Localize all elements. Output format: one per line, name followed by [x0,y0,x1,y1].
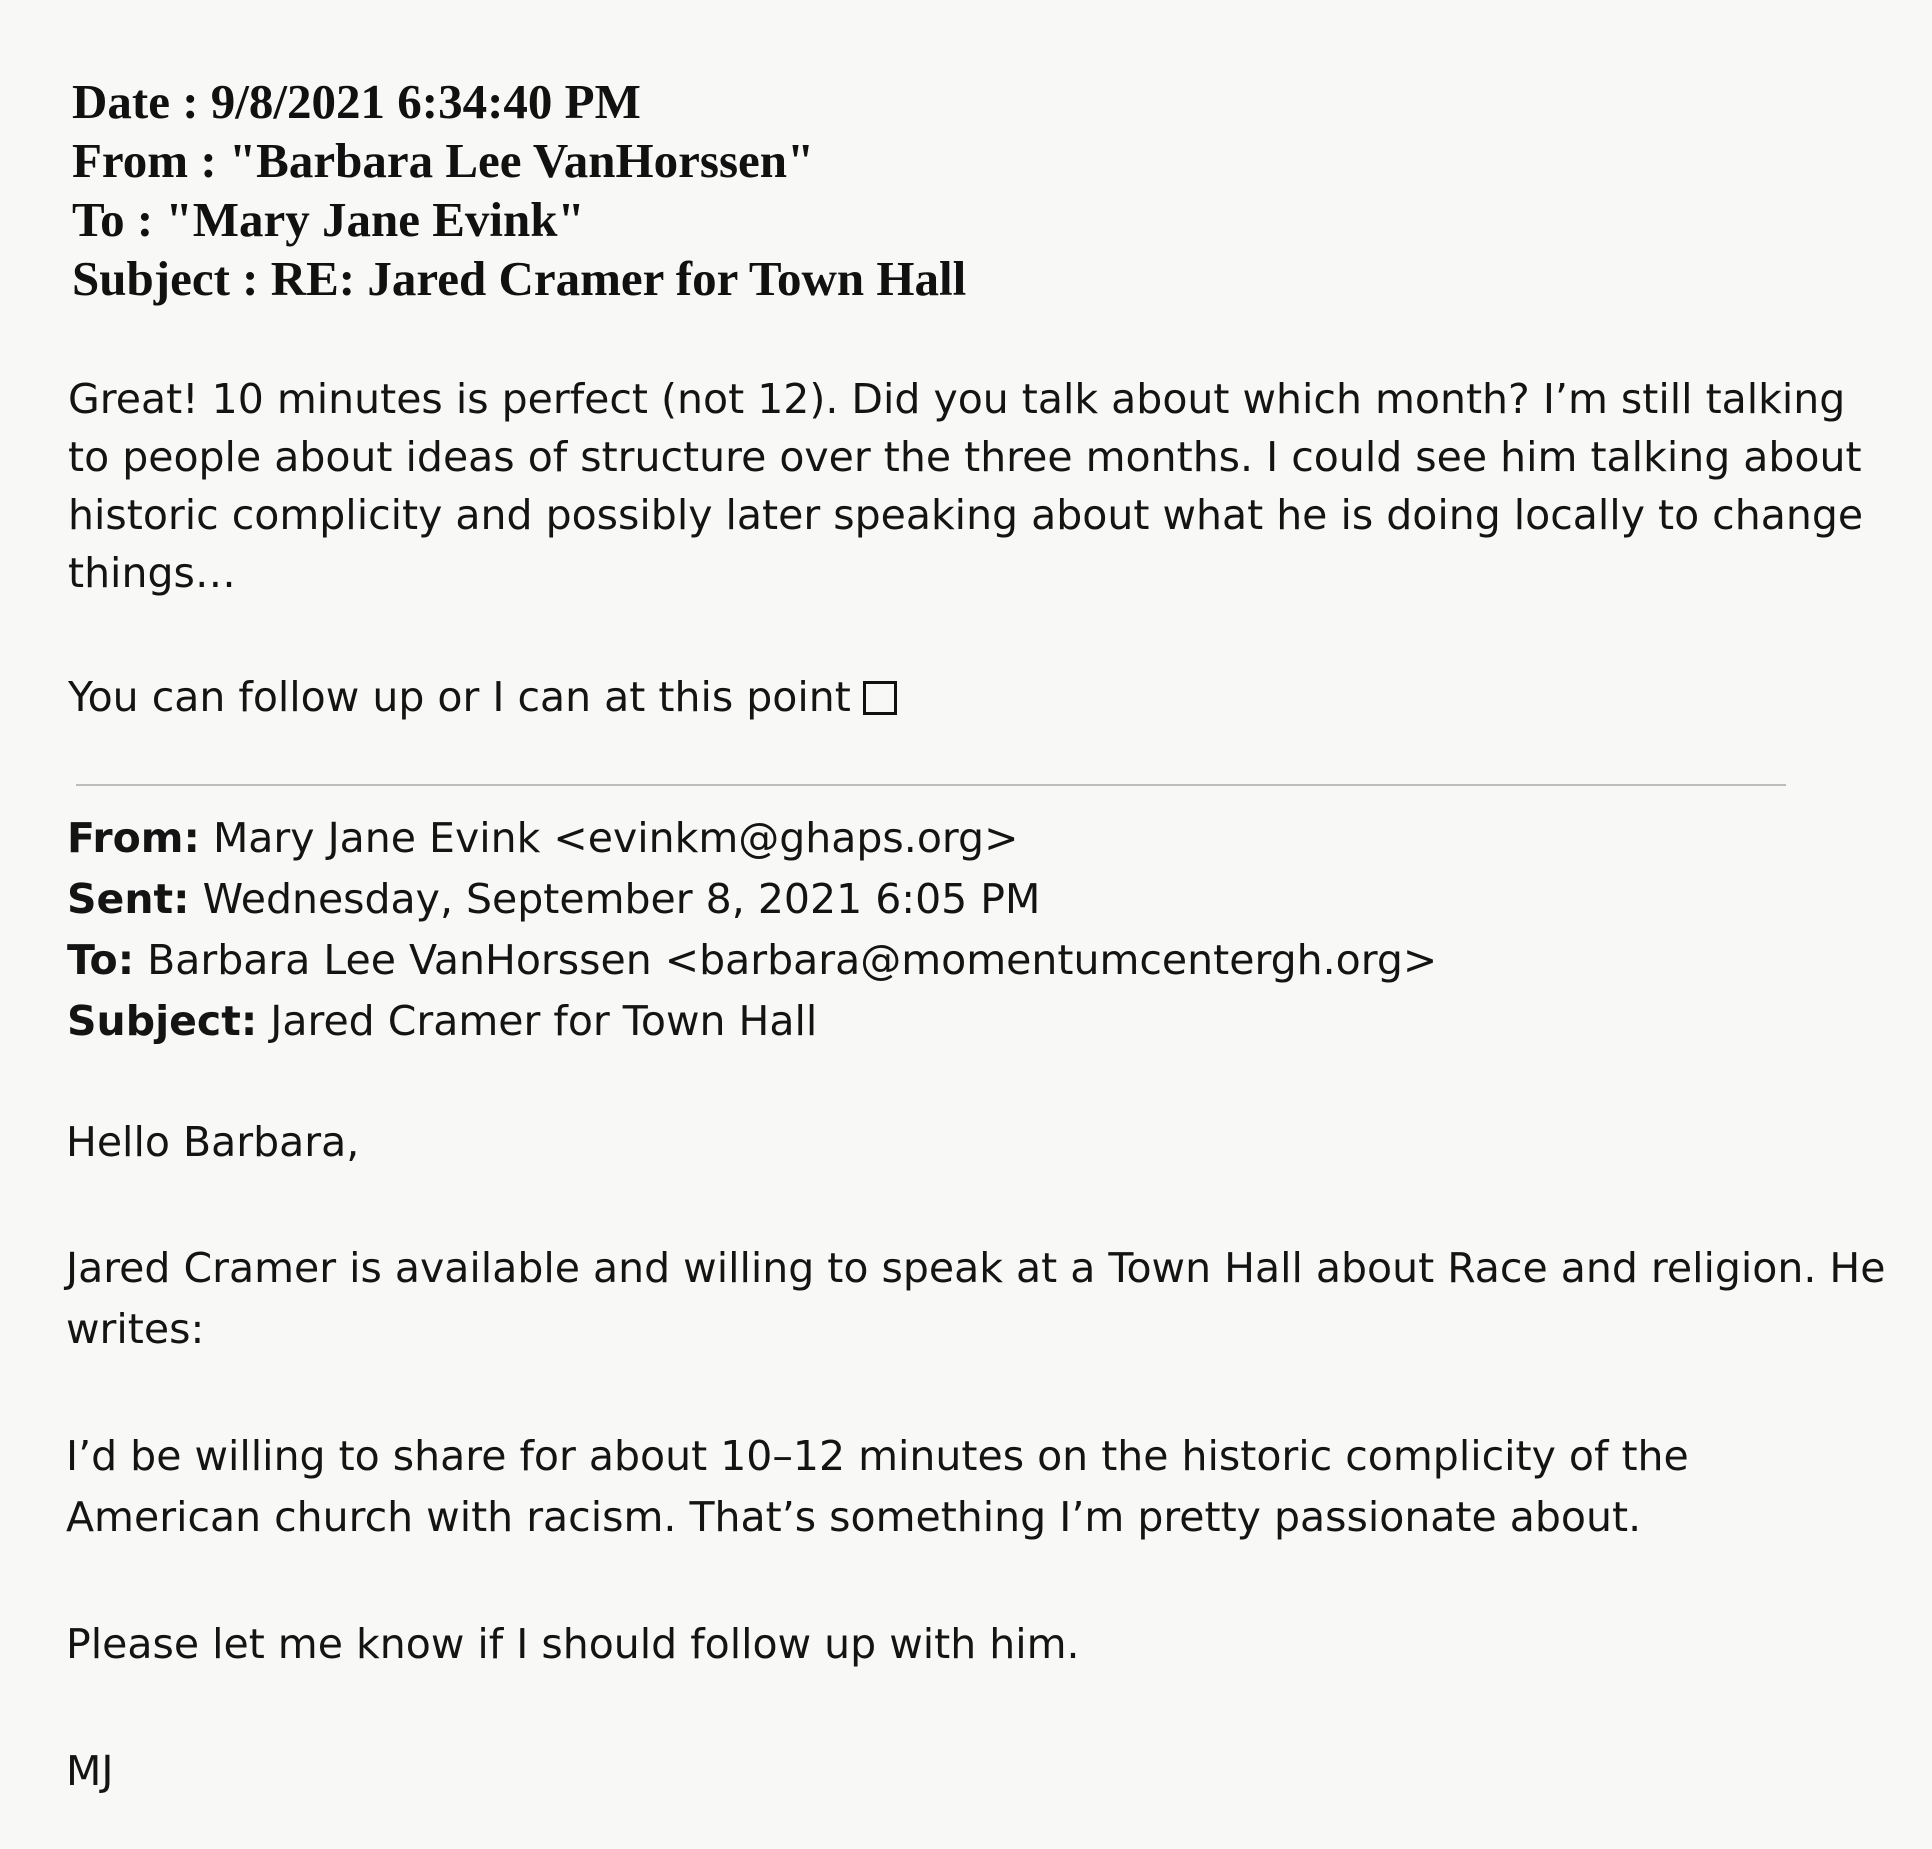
print-header [72,72,966,308]
original-from-label: From: [67,814,200,862]
reply-text-1: Great! 10 minutes is perfect (not 12). Did you talk about which month? I’m still talking to people about ideas of structure over the three months. I could see him talking about historic complicity and possibly later speaking about what he is doing locally to change things… [68,375,1864,597]
original-to-row [67,930,1437,991]
original-sent-value: Wednesday, September 8, 2021 6:05 PM [202,875,1041,923]
print-header-date [72,72,966,131]
print-header-subject [72,249,966,308]
reply-paragraph-1 [68,370,1868,602]
greeting: Hello Barbara, [66,1118,360,1166]
original-paragraph-2: Please let me know if I should follow up with him. [66,1620,1080,1668]
quoted-text: I’d be willing to share for about 10–12 minutes on the historic complicity of the American church with racism. That’s something I’m pretty passionate about. [66,1432,1689,1541]
original-paragraph-1: Jared Cramer is available and willing to speak at a Town Hall about Race and religion. He writes: [66,1244,1886,1353]
original-subject-value: Jared Cramer for Town Hall [270,997,818,1045]
print-header-from [72,131,966,190]
reply-paragraph-2 [68,668,1868,726]
original-to-value: Barbara Lee VanHorssen <barbara@momentumcentergh.org> [147,936,1438,984]
original-subject-label: Subject: [67,997,258,1045]
to-value: "Mary Jane Evink" [165,192,585,247]
print-header-to [72,190,966,249]
original-to-label: To: [67,936,135,984]
date-value: 9/8/2021 6:34:40 PM [210,74,641,129]
subject-value: RE: Jared Cramer for Town Hall [270,251,967,306]
to-label: To : [72,192,154,247]
message-separator [76,784,1786,786]
original-message-body [66,1112,1896,1802]
from-label: From : [72,133,217,188]
original-sent-row [67,869,1437,930]
original-from-value: Mary Jane Evink <evinkm@ghaps.org> [212,814,1019,862]
date-label: Date : [72,74,199,129]
original-sent-label: Sent: [67,875,190,923]
original-message-header [67,808,1437,1052]
reply-text-2: You can follow up or I can at this point [68,673,851,721]
original-from-row [67,808,1437,869]
signature: MJ [66,1747,114,1795]
from-value: "Barbara Lee VanHorssen" [228,133,815,188]
empty-box-icon [863,681,897,715]
subject-label: Subject : [72,251,259,306]
original-subject-row [67,991,1437,1052]
